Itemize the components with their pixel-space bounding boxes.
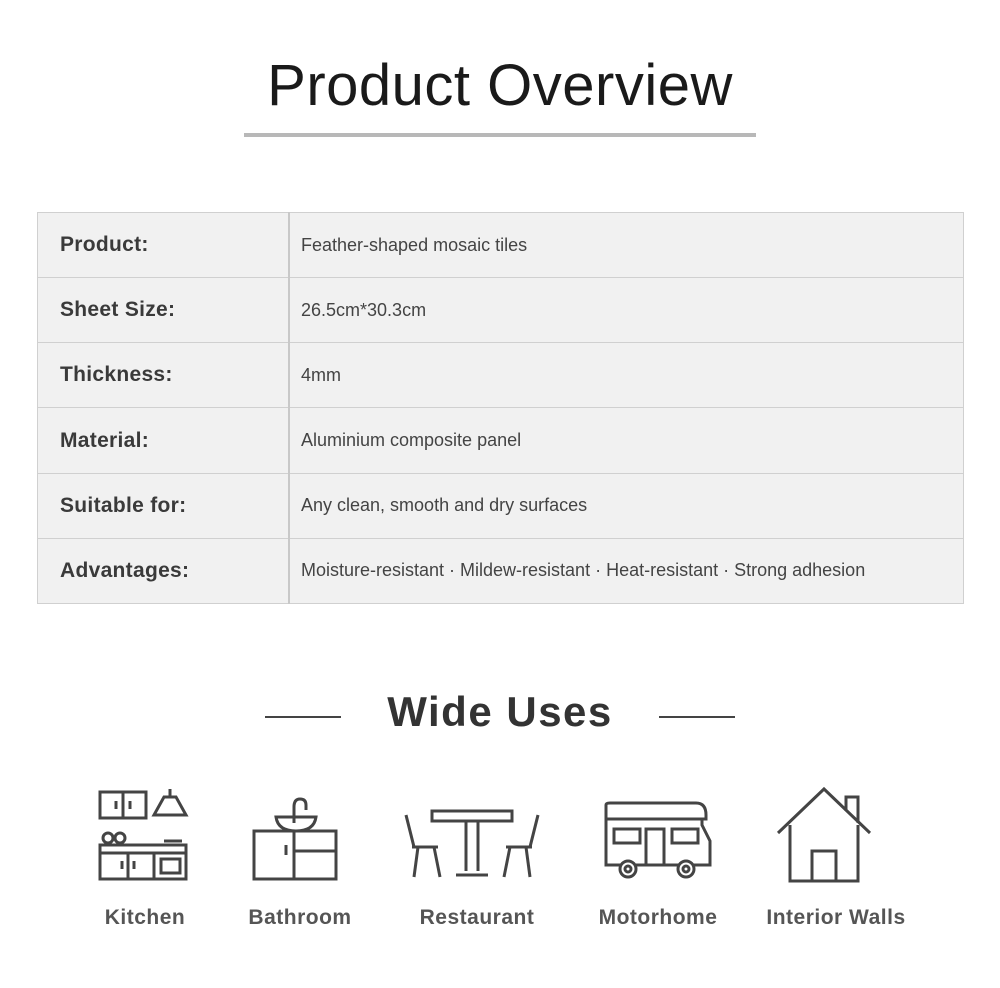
use-label-restaurant: Restaurant xyxy=(419,906,535,929)
bathroom-icon xyxy=(250,785,342,885)
use-label-bathroom: Bathroom xyxy=(248,906,352,929)
spec-value: 26.5cm*30.3cm xyxy=(289,278,964,343)
uses-divider-right xyxy=(659,716,735,718)
spec-label: Advantages: xyxy=(38,538,290,603)
spec-label: Sheet Size: xyxy=(38,278,290,343)
use-label-interior-walls: Interior Walls xyxy=(766,906,906,929)
table-row xyxy=(38,278,964,343)
spec-table xyxy=(37,212,964,604)
spec-label: Material: xyxy=(38,408,290,473)
spec-value: 4mm xyxy=(289,343,964,408)
motorhome-icon xyxy=(602,785,714,885)
kitchen-icon xyxy=(98,785,190,885)
spec-label: Thickness: xyxy=(38,343,290,408)
spec-label: Product: xyxy=(38,213,290,278)
table-row xyxy=(38,343,964,408)
page-title: Product Overview xyxy=(267,53,733,118)
restaurant-icon xyxy=(404,785,540,885)
spec-value: Moisture-resistant · Mildew-resistant · Heat-resistant · Strong adhesion xyxy=(289,538,964,603)
use-label-kitchen: Kitchen xyxy=(104,906,186,929)
spec-value: Feather-shaped mosaic tiles xyxy=(289,213,964,278)
spec-value: Any clean, smooth and dry surfaces xyxy=(289,473,964,538)
table-row xyxy=(38,213,964,278)
use-label-motorhome: Motorhome xyxy=(598,906,718,929)
spec-value: Aluminium composite panel xyxy=(289,408,964,473)
table-row xyxy=(38,473,964,538)
uses-title: Wide Uses xyxy=(387,688,613,735)
spec-label: Suitable for: xyxy=(38,473,290,538)
table-row xyxy=(38,538,964,603)
title-underline xyxy=(244,133,756,137)
table-row xyxy=(38,408,964,473)
house-icon xyxy=(776,785,872,885)
